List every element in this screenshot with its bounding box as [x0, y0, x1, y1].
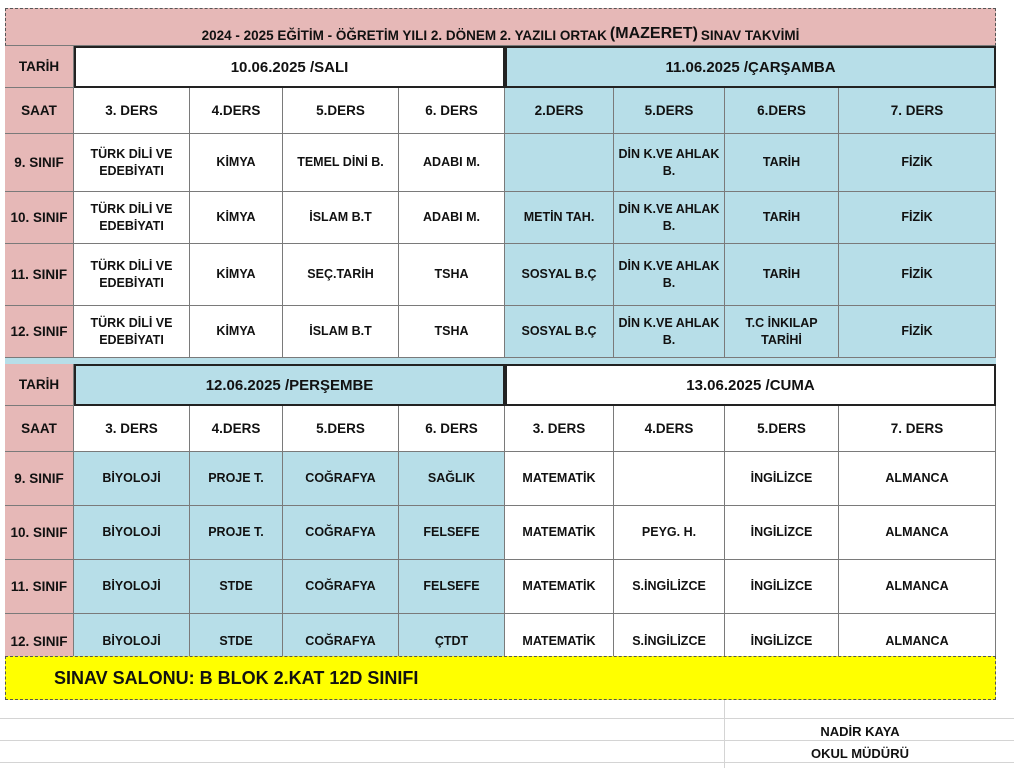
grade-label[interactable]: 12. SINIF: [5, 614, 74, 670]
schedule-cell[interactable]: ÇTDT: [399, 614, 505, 670]
schedule-cell[interactable]: İNGİLİZCE: [725, 452, 839, 506]
schedule-cell[interactable]: MATEMATİK: [505, 560, 614, 614]
schedule-cell[interactable]: İSLAM B.T: [283, 306, 399, 358]
schedule-cell[interactable]: PROJE T.: [190, 506, 283, 560]
schedule-cell[interactable]: KİMYA: [190, 244, 283, 306]
schedule-cell[interactable]: KİMYA: [190, 306, 283, 358]
schedule-cell[interactable]: TEMEL DİNİ B.: [283, 134, 399, 192]
schedule-cell[interactable]: İSLAM B.T: [283, 192, 399, 244]
schedule-cell[interactable]: ADABI M.: [399, 134, 505, 192]
schedule-cell[interactable]: TARİH: [725, 192, 839, 244]
schedule-cell[interactable]: FELSEFE: [399, 506, 505, 560]
grade-label[interactable]: 9. SINIF: [5, 134, 74, 192]
schedule-cell[interactable]: SOSYAL B.Ç: [505, 244, 614, 306]
date-week2-day1[interactable]: 12.06.2025 /PERŞEMBE: [74, 364, 505, 406]
schedule-cell[interactable]: STDE: [190, 560, 283, 614]
period-header[interactable]: 4.DERS: [614, 406, 725, 452]
date-week2-day2[interactable]: 13.06.2025 /CUMA: [505, 364, 996, 406]
grade-label[interactable]: 12. SINIF: [5, 306, 74, 358]
schedule-cell[interactable]: SEÇ.TARİH: [283, 244, 399, 306]
sheet-title[interactable]: [5, 8, 996, 46]
schedule-cell[interactable]: MATEMATİK: [505, 506, 614, 560]
schedule-cell[interactable]: MATEMATİK: [505, 614, 614, 670]
period-header[interactable]: 4.DERS: [190, 406, 283, 452]
period-header[interactable]: 5.DERS: [614, 88, 725, 134]
period-header[interactable]: 3. DERS: [74, 88, 190, 134]
schedule-cell[interactable]: PEYG. H.: [614, 506, 725, 560]
grade-label[interactable]: 10. SINIF: [5, 192, 74, 244]
schedule-cell[interactable]: FELSEFE: [399, 560, 505, 614]
title-suffix: SINAV TAKVİMİ: [700, 28, 800, 43]
schedule-cell[interactable]: PROJE T.: [190, 452, 283, 506]
schedule-cell[interactable]: KİMYA: [190, 134, 283, 192]
schedule-cell[interactable]: ALMANCA: [839, 452, 996, 506]
schedule-cell[interactable]: BİYOLOJİ: [74, 452, 190, 506]
schedule-cell[interactable]: TÜRK DİLİ VE EDEBİYATI: [74, 134, 190, 192]
saat-label[interactable]: SAAT: [5, 406, 74, 452]
exam-room-banner[interactable]: [5, 656, 996, 700]
period-header[interactable]: 6.DERS: [725, 88, 839, 134]
gridline: [0, 718, 1014, 719]
schedule-cell[interactable]: TSHA: [399, 244, 505, 306]
schedule-cell[interactable]: TÜRK DİLİ VE EDEBİYATI: [74, 244, 190, 306]
schedule-cell[interactable]: COĞRAFYA: [283, 614, 399, 670]
schedule-cell[interactable]: SAĞLIK: [399, 452, 505, 506]
schedule-cell[interactable]: TÜRK DİLİ VE EDEBİYATI: [74, 306, 190, 358]
schedule-cell[interactable]: [614, 452, 725, 506]
schedule-cell[interactable]: İNGİLİZCE: [725, 614, 839, 670]
period-header[interactable]: 6. DERS: [399, 406, 505, 452]
schedule-cell[interactable]: FİZİK: [839, 244, 996, 306]
schedule-cell[interactable]: DİN K.VE AHLAK B.: [614, 192, 725, 244]
schedule-cell[interactable]: METİN TAH.: [505, 192, 614, 244]
schedule-cell[interactable]: ADABI M.: [399, 192, 505, 244]
schedule-cell[interactable]: [505, 134, 614, 192]
schedule-cell[interactable]: İNGİLİZCE: [725, 560, 839, 614]
schedule-cell[interactable]: T.C İNKILAP TARİHİ: [725, 306, 839, 358]
schedule-cell[interactable]: FİZİK: [839, 134, 996, 192]
schedule-cell[interactable]: FİZİK: [839, 192, 996, 244]
grade-label[interactable]: 11. SINIF: [5, 244, 74, 306]
schedule-cell[interactable]: ALMANCA: [839, 560, 996, 614]
schedule-cell[interactable]: BİYOLOJİ: [74, 560, 190, 614]
schedule-cell[interactable]: BİYOLOJİ: [74, 614, 190, 670]
schedule-cell[interactable]: FİZİK: [839, 306, 996, 358]
period-header[interactable]: 5.DERS: [725, 406, 839, 452]
period-header[interactable]: 7. DERS: [839, 88, 996, 134]
schedule-cell[interactable]: BİYOLOJİ: [74, 506, 190, 560]
schedule-cell[interactable]: TARİH: [725, 244, 839, 306]
principal-name: NADİR KAYA: [820, 724, 900, 739]
principal-role: OKUL MÜDÜRÜ: [811, 746, 909, 761]
period-header[interactable]: 6. DERS: [399, 88, 505, 134]
schedule-cell[interactable]: SOSYAL B.Ç: [505, 306, 614, 358]
schedule-cell[interactable]: DİN K.VE AHLAK B.: [614, 306, 725, 358]
schedule-cell[interactable]: STDE: [190, 614, 283, 670]
schedule-cell[interactable]: COĞRAFYA: [283, 560, 399, 614]
schedule-cell[interactable]: KİMYA: [190, 192, 283, 244]
schedule-cell[interactable]: MATEMATİK: [505, 452, 614, 506]
schedule-cell[interactable]: TSHA: [399, 306, 505, 358]
period-header[interactable]: 2.DERS: [505, 88, 614, 134]
schedule-cell[interactable]: İNGİLİZCE: [725, 506, 839, 560]
schedule-cell[interactable]: COĞRAFYA: [283, 452, 399, 506]
gridline: [0, 740, 1014, 741]
grade-label[interactable]: 11. SINIF: [5, 560, 74, 614]
period-header[interactable]: 5.DERS: [283, 406, 399, 452]
tarih-label[interactable]: TARİH: [5, 364, 74, 406]
schedule-cell[interactable]: TARİH: [725, 134, 839, 192]
schedule-cell[interactable]: COĞRAFYA: [283, 506, 399, 560]
period-header[interactable]: 5.DERS: [283, 88, 399, 134]
tarih-label[interactable]: TARİH: [5, 46, 74, 88]
schedule-cell[interactable]: S.İNGİLİZCE: [614, 614, 725, 670]
grade-label[interactable]: 10. SINIF: [5, 506, 74, 560]
period-header[interactable]: 3. DERS: [505, 406, 614, 452]
schedule-cell[interactable]: S.İNGİLİZCE: [614, 560, 725, 614]
schedule-cell[interactable]: TÜRK DİLİ VE EDEBİYATI: [74, 192, 190, 244]
gridline: [0, 762, 1014, 763]
period-header[interactable]: 7. DERS: [839, 406, 996, 452]
schedule-cell[interactable]: ALMANCA: [839, 506, 996, 560]
exam-room-text: SINAV SALONU: B BLOK 2.KAT 12D SINIFI: [54, 667, 419, 688]
date-week1-day2[interactable]: 11.06.2025 /ÇARŞAMBA: [505, 46, 996, 88]
period-header[interactable]: 3. DERS: [74, 406, 190, 452]
gridline: [724, 700, 725, 768]
schedule-cell[interactable]: ALMANCA: [839, 614, 996, 670]
title-mazeret: (MAZERET): [609, 25, 698, 42]
title-text: 2024 - 2025 EĞİTİM - ÖĞRETİM YILI 2. DÖNEM 2. YAZILI ORTAK: [201, 28, 607, 43]
grade-label[interactable]: 9. SINIF: [5, 452, 74, 506]
saat-label[interactable]: SAAT: [5, 88, 74, 134]
period-header[interactable]: 4.DERS: [190, 88, 283, 134]
schedule-cell[interactable]: DİN K.VE AHLAK B.: [614, 244, 725, 306]
date-week1-day1[interactable]: 10.06.2025 /SALI: [74, 46, 505, 88]
schedule-cell[interactable]: DİN K.VE AHLAK B.: [614, 134, 725, 192]
